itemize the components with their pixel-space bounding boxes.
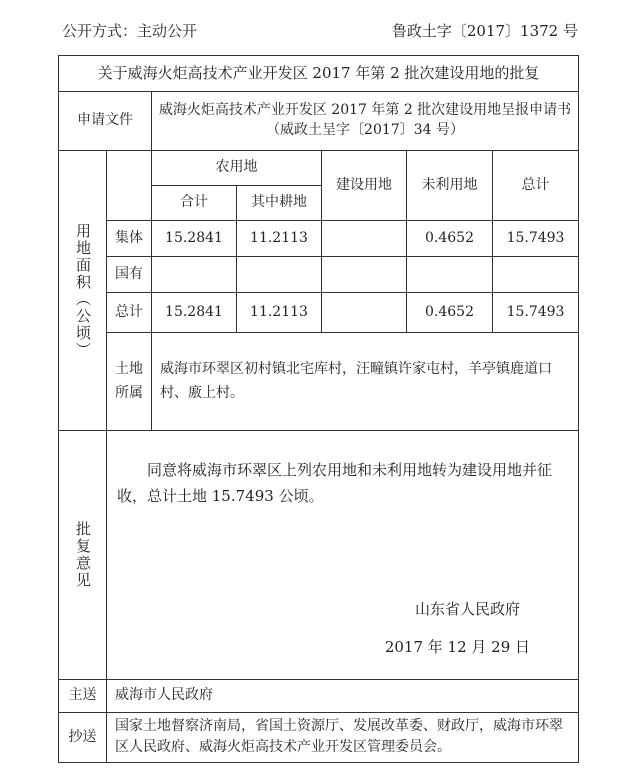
application-ref: （威政土呈字〔2017〕34 号） <box>266 122 464 138</box>
land-area-label: 用地面积（公顷） <box>74 222 92 359</box>
document-number: 鲁政土字〔2017〕1372 号 <box>391 22 578 40</box>
table-row <box>59 221 579 257</box>
issuing-authority: 山东省人民政府 <box>415 600 521 618</box>
approval-table <box>58 55 579 763</box>
opinion-text: 同意将威海市环翠区上列农用地和未利用地转为建设用地并征收，总计土地 15.7493 公顷。 <box>117 461 553 506</box>
cell-construction <box>322 293 407 333</box>
row-label: 总计 <box>107 293 152 333</box>
cell-arable: 11.2113 <box>237 221 322 257</box>
ownership-label: 土地所属 <box>107 333 152 431</box>
opinion-label-cell <box>59 431 107 680</box>
col-construction-land: 建设用地 <box>322 151 407 221</box>
row-label: 国有 <box>107 257 152 293</box>
cell-arable <box>237 257 322 293</box>
opinion-content <box>107 431 579 680</box>
cell-agri-total <box>152 257 237 293</box>
cell-arable: 11.2113 <box>237 293 322 333</box>
col-unused-land: 未利用地 <box>407 151 493 221</box>
cell-agri-total: 15.2841 <box>152 293 237 333</box>
col-agri-land: 农用地 <box>152 151 322 186</box>
ownership-text: 威海市环翠区初村镇北宅库村，汪疃镇许家屯村，羊亭镇鹿道口村、廒上村。 <box>152 333 579 431</box>
cc-text: 国家土地督察济南局，省国土资源厅、发展改革委、财政厅，威海市环翠区人民政府、威海火炬高技术产业开发区管理委员会。 <box>107 712 579 762</box>
application-label: 申请文件 <box>59 92 152 151</box>
issue-date: 2017 年 12 月 29 日 <box>384 638 531 656</box>
land-area-label-cell <box>59 151 107 431</box>
disclosure-method: 公开方式：主动公开 <box>62 22 198 40</box>
cell-agri-total: 15.2841 <box>152 221 237 257</box>
col-arable-land: 其中耕地 <box>237 186 322 221</box>
table-row <box>59 257 579 293</box>
col-total: 总计 <box>493 151 579 221</box>
opinion-label: 批复意见 <box>74 521 92 589</box>
cell-total <box>493 257 579 293</box>
cell-construction <box>322 257 407 293</box>
table-row <box>59 293 579 333</box>
application-document <box>152 92 579 151</box>
cell-total: 15.7493 <box>493 221 579 257</box>
cell-construction <box>322 221 407 257</box>
application-text: 威海火炬高技术产业开发区 2017 年第 2 批次建设用地呈报申请书 <box>158 102 572 119</box>
main-recipient-text: 威海市人民政府 <box>107 680 579 713</box>
cc-label: 抄送 <box>59 712 107 762</box>
document-title: 关于威海火炬高技术产业开发区 2017 年第 2 批次建设用地的批复 <box>59 56 579 92</box>
cell-unused <box>407 257 493 293</box>
main-recipient-label: 主送 <box>59 680 107 713</box>
cell-unused: 0.4652 <box>407 293 493 333</box>
col-agri-subtotal: 合计 <box>152 186 237 221</box>
row-label: 集体 <box>107 221 152 257</box>
blank-header-cell <box>107 151 152 221</box>
cell-unused: 0.4652 <box>407 221 493 257</box>
cell-total: 15.7493 <box>493 293 579 333</box>
